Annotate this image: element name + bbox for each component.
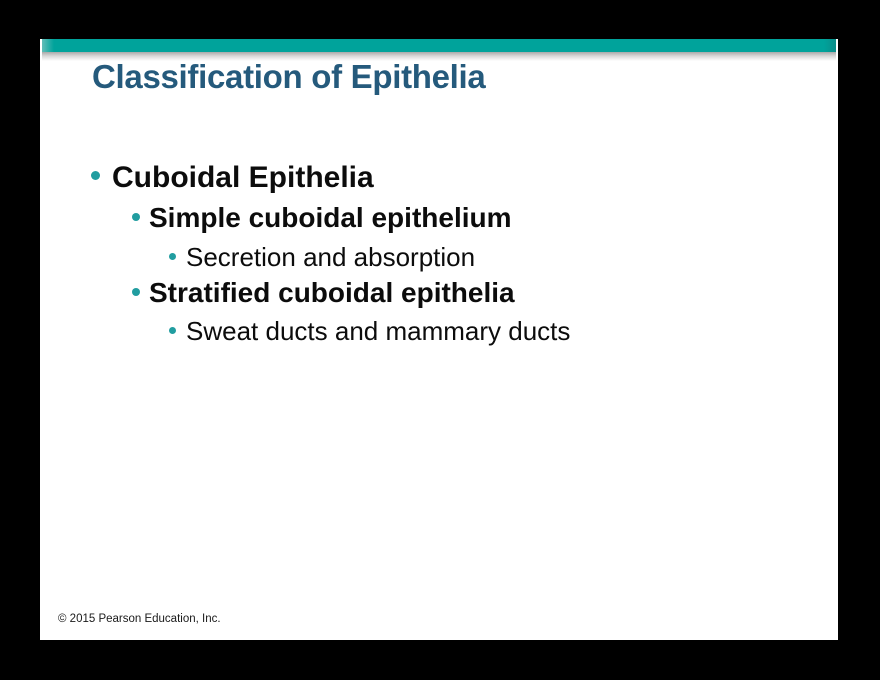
bullet-icon [91, 171, 100, 180]
bullet-text: Stratified cuboidal epithelia [149, 277, 515, 308]
bullet-text: Simple cuboidal epithelium [149, 202, 512, 233]
accent-bar [42, 39, 836, 52]
bullet-icon [132, 213, 140, 221]
bullet-item-level3 [169, 243, 475, 273]
bullet-icon [169, 327, 176, 334]
bullet-text: Cuboidal Epithelia [112, 161, 374, 194]
bullet-icon [169, 253, 176, 260]
bullet-item-level3 [169, 317, 570, 347]
copyright-text: © 2015 Pearson Education, Inc. [58, 613, 221, 625]
bullet-item-level1 [91, 161, 374, 196]
bullet-text: Secretion and absorption [186, 242, 476, 272]
bullet-item-level2 [132, 277, 515, 309]
bullet-icon [132, 288, 140, 296]
slide [40, 39, 838, 640]
bullet-text: Sweat ducts and mammary ducts [186, 316, 571, 346]
slide-title: Classification of Epithelia [92, 58, 486, 95]
bullet-item-level2 [132, 202, 512, 234]
